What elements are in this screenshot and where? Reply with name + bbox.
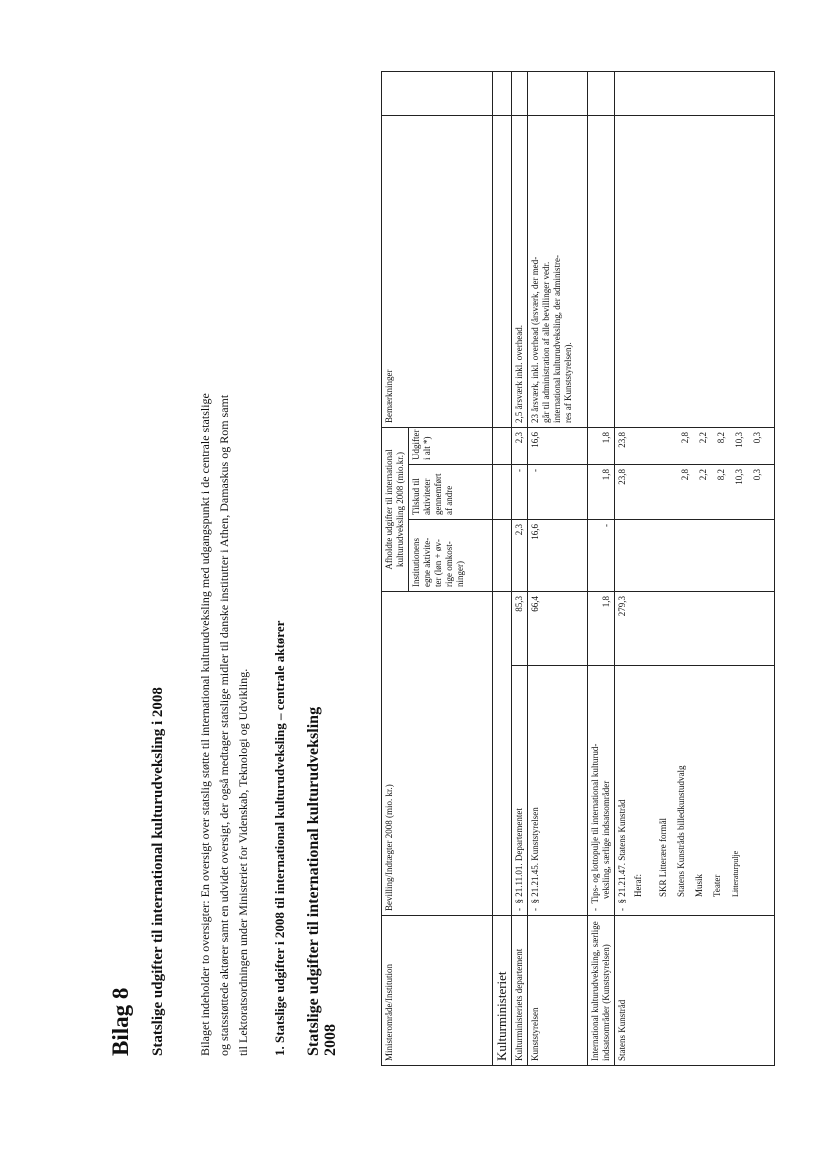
section-row bbox=[493, 71, 512, 1065]
grants-sub-1 bbox=[662, 469, 673, 515]
section-heading-2-line-1: Statslige udgifter til international kulturudveksling bbox=[305, 706, 322, 1056]
row-item-text: § 21.11.01. Departementet bbox=[514, 808, 524, 904]
subitem-label-3: Musik bbox=[694, 873, 704, 897]
intro-line-1: Bilaget indeholder to oversigter: En oversigt over statslig støtte til international kulturudveksling med udgangspunkt i de centrale statslige bbox=[198, 393, 212, 1056]
grants-line-2: aktiviteter bbox=[422, 478, 432, 515]
row-item-text: § 21.21.45. Kunststyrelsen bbox=[530, 807, 540, 904]
row-remark: 2,5 årsværk inkl. overhead. bbox=[512, 115, 528, 427]
row-item bbox=[512, 666, 528, 916]
grants-sub-5: 10,3 bbox=[734, 469, 744, 485]
table-row bbox=[512, 71, 528, 1065]
row-grants: 1,8 bbox=[588, 465, 615, 520]
grants-line-4: af andre bbox=[444, 485, 454, 515]
subitem-label-2: Statens Kunstråds billedkunstudvalg bbox=[676, 765, 686, 897]
row-item bbox=[615, 666, 775, 916]
row-item-text: § 21.21.47. Statens Kunstråd bbox=[617, 799, 627, 904]
expenditure-table bbox=[381, 71, 775, 1066]
intro-line-2: og statsstøttede aktører samt en udvidet oversigt, der også medtager statslige midler til danske institutter i Athen, Damaskus og Rom samt bbox=[217, 394, 231, 1056]
header-spent-line-2: kulturudveksling 2008 (mio.kr.) bbox=[395, 451, 405, 567]
header-remarks: Bemærkninger bbox=[382, 115, 493, 427]
own-line-5: ninger) bbox=[455, 561, 465, 587]
header-spent-line-1: Afholdte udgifter til international bbox=[384, 449, 394, 570]
header-spent-group bbox=[382, 427, 409, 591]
total-sub-3: 2,2 bbox=[698, 431, 708, 444]
total-sub-4: 8,2 bbox=[716, 431, 726, 444]
section-heading-2-line-2: 2008 bbox=[322, 1024, 339, 1056]
row-own bbox=[615, 520, 775, 592]
remark-line-2: går til administration af alle bevillinger vedr. bbox=[541, 261, 551, 423]
total-sub-5: 10,3 bbox=[734, 431, 744, 448]
table-header-row-1 bbox=[382, 71, 409, 1065]
row-amount: 1,8 bbox=[588, 592, 615, 666]
remark-line-3: international kulturudveksling, der administre- bbox=[552, 255, 562, 423]
table-row bbox=[528, 71, 588, 1065]
subitem-label-1: SKR Litterære formål bbox=[658, 818, 668, 897]
remark-line-4: res af Kunststyrelsen). bbox=[563, 342, 573, 423]
table-row bbox=[588, 71, 615, 1065]
row-own: 2,3 bbox=[512, 520, 528, 592]
grants-line-1: Tilskud til bbox=[411, 478, 421, 515]
row-grants bbox=[615, 465, 775, 520]
header-grant: Bevilling/Indtægter 2008 (mio. kr.) bbox=[382, 592, 493, 916]
section-title: Kulturministeriet bbox=[493, 916, 512, 1066]
row-item-line-1 bbox=[590, 670, 601, 911]
header-ministry: Ministerområde/Institution bbox=[382, 916, 493, 1066]
grants-sub-4: 8,2 bbox=[716, 469, 726, 481]
own-line-3: ter (løn + øv- bbox=[433, 539, 443, 587]
total-main: 23,8 bbox=[617, 431, 627, 448]
remark-line-1: 23 årsværk, inkl. overhead (årsværk, der med- bbox=[530, 256, 540, 423]
section-heading-1: 1. Statslige udgifter i 2008 til international kulturudveksling – centrale aktører bbox=[272, 620, 287, 1056]
own-line-1: Institutionens bbox=[411, 538, 421, 587]
subitem-label-5: Litteraturpulje bbox=[731, 850, 740, 897]
grants-sub-2: 2,8 bbox=[680, 469, 690, 481]
row-amount: 279,3 bbox=[615, 592, 775, 666]
row-name-line-1: International kulturudveksling, særlige bbox=[590, 921, 600, 1061]
header-own-activities bbox=[409, 520, 493, 592]
row-name: Kunststyrelsen bbox=[528, 916, 588, 1066]
total-sub-1 bbox=[662, 432, 673, 460]
header-empty bbox=[382, 71, 493, 115]
row-amount: 85,3 bbox=[512, 592, 528, 666]
row-total: 16,6 bbox=[528, 427, 588, 464]
row-bullet: - bbox=[514, 908, 524, 911]
row-grants: - bbox=[528, 465, 588, 520]
row-name: Statens Kunstråd bbox=[615, 916, 775, 1066]
section-heading-2 bbox=[305, 707, 339, 1056]
subitem-label-4: Teater bbox=[712, 874, 722, 897]
row-item-text-2: veksling, særlige indsatsområder bbox=[601, 780, 611, 899]
intro-line-3: til Lektoratsordningen under Ministeriet for Videnskab, Teknologi og Udvikling. bbox=[236, 668, 250, 1056]
total-line-2: i alt *) bbox=[422, 436, 432, 460]
total-sub-2: 2,8 bbox=[680, 431, 690, 444]
subheading: Heraf: bbox=[633, 874, 643, 897]
grants-main: 23,8 bbox=[617, 469, 627, 485]
row-name-line-2: indsatsområder (Kunststyrelsen) bbox=[601, 944, 611, 1061]
total-sub-6: 0,3 bbox=[752, 431, 762, 444]
row-item bbox=[588, 666, 615, 916]
appendix-label: Bilag 8 bbox=[108, 987, 133, 1056]
total-line-1: Udgifter bbox=[411, 429, 421, 460]
table-row bbox=[615, 71, 775, 1065]
own-line-4: rige omkost- bbox=[444, 541, 454, 587]
row-bullet: - bbox=[590, 908, 600, 911]
row-item-text-1: Tips- og lottopulje til international kulturud- bbox=[590, 743, 600, 904]
header-total bbox=[409, 427, 493, 464]
row-own: 16,6 bbox=[528, 520, 588, 592]
row-total: 1,8 bbox=[588, 427, 615, 464]
grants-line-3: gennemført bbox=[433, 473, 443, 515]
row-amount: 66,4 bbox=[528, 592, 588, 666]
row-grants: - bbox=[512, 465, 528, 520]
header-grants-others bbox=[409, 465, 493, 520]
row-total bbox=[615, 427, 775, 464]
row-remark bbox=[528, 115, 588, 427]
row-name bbox=[588, 916, 615, 1066]
row-item bbox=[528, 666, 588, 916]
row-own: - bbox=[588, 520, 615, 592]
row-name: Kulturministeriets departement bbox=[512, 916, 528, 1066]
row-bullet: - bbox=[530, 908, 540, 911]
own-line-2: egne aktivite- bbox=[422, 537, 432, 587]
row-total: 2,3 bbox=[512, 427, 528, 464]
row-item-line bbox=[617, 670, 628, 911]
row-bullet: - bbox=[617, 908, 627, 911]
page-title: Statslige udgifter til international kulturudveksling i 2008 bbox=[150, 687, 166, 1056]
grants-sub-6: 0,3 bbox=[752, 469, 762, 481]
grants-sub-3: 2,2 bbox=[698, 469, 708, 481]
